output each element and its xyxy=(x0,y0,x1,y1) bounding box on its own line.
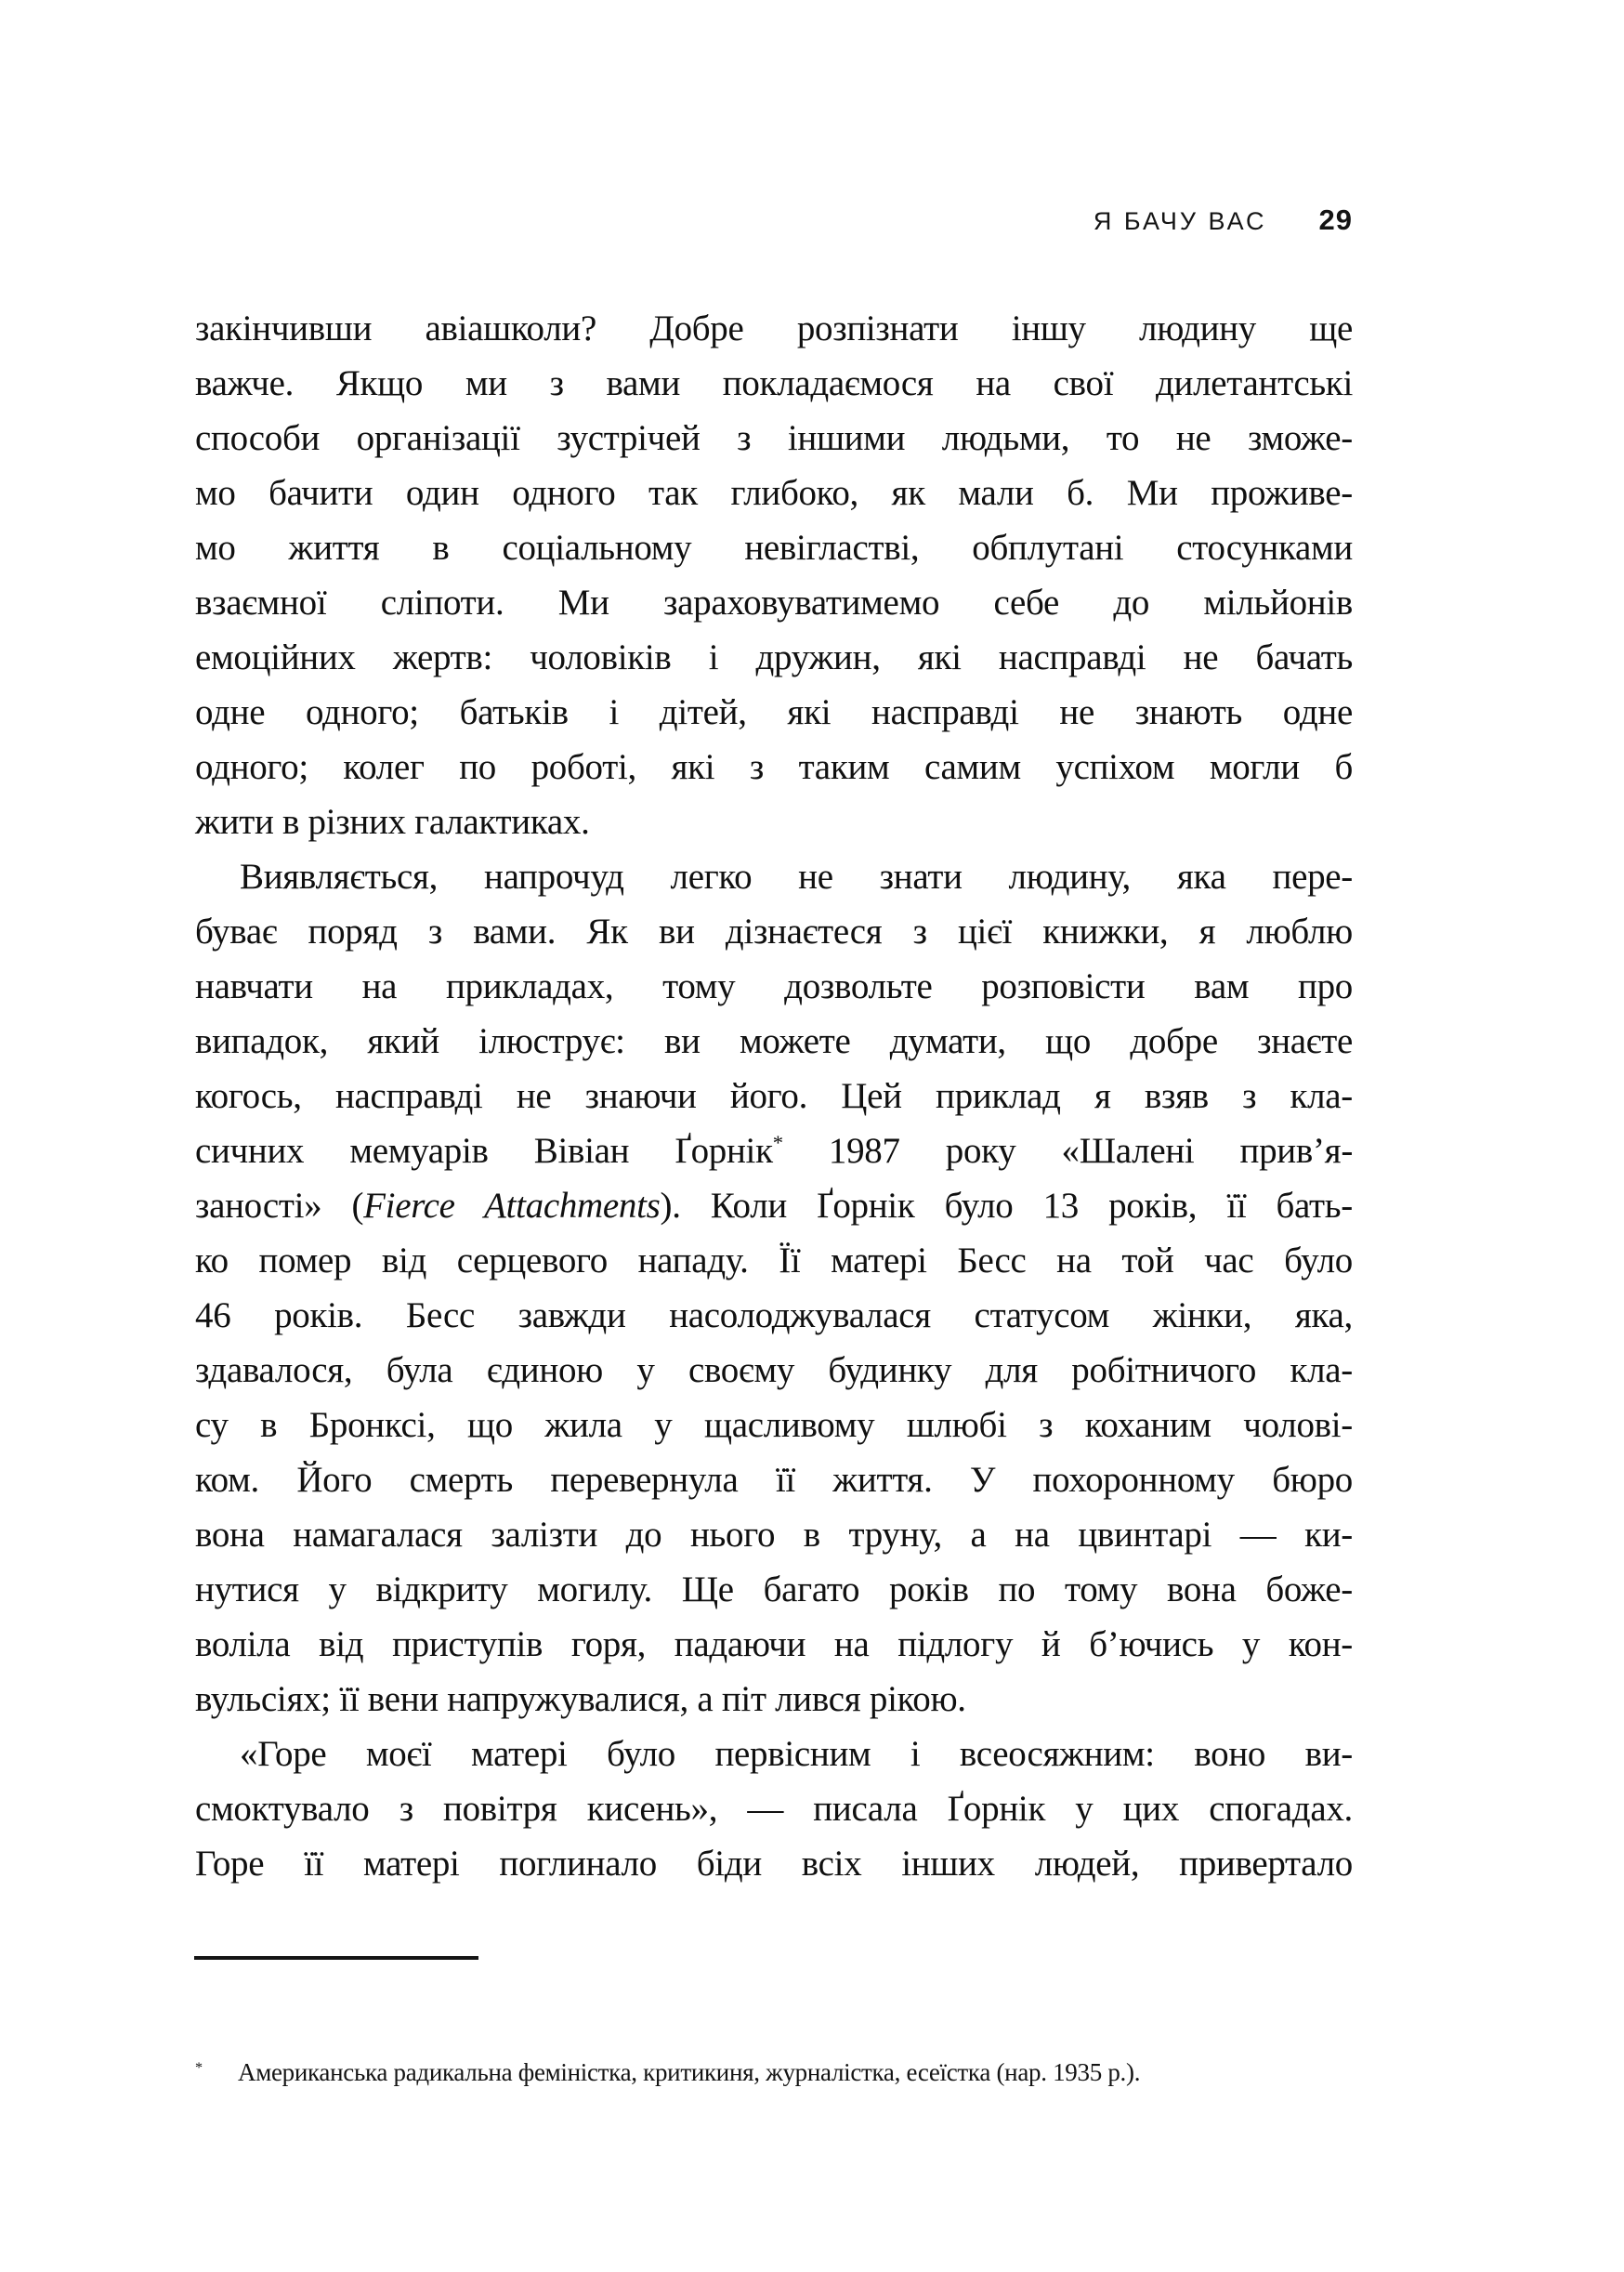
body-line xyxy=(195,849,1353,904)
footnote-text: Американська радикальна феміністка, критикиня, журналістка, есеїстка (нар. 1935 р.). xyxy=(238,2058,1141,2086)
text-segment: 1987 року «Шалені прив’я- xyxy=(782,1131,1354,1171)
text-segment: жити в різних галактиках. xyxy=(195,802,590,842)
text-segment: емоційних жертв: чоловіків і дружин, які насправді не бачать xyxy=(195,637,1353,677)
text-segment: когось, насправді не знаючи його. Цей приклад я взяв з кла- xyxy=(195,1076,1353,1116)
italic-book-title: Fierce Attachments xyxy=(363,1186,661,1226)
body-line xyxy=(195,1014,1353,1069)
text-segment: смоктувало з повітря кисень», — писала Ґорнік у цих спогадах. xyxy=(195,1789,1353,1829)
page-header xyxy=(195,204,1353,237)
text-segment: мо життя в соціальному невігластві, обплутані стосунками xyxy=(195,528,1353,568)
body-line xyxy=(195,740,1353,795)
text-segment: заності» ( xyxy=(195,1186,364,1226)
page-number: 29 xyxy=(1318,204,1353,236)
text-segment: взаємної сліпоти. Ми зараховуватимемо себе до мільйонів xyxy=(195,583,1353,623)
body-line xyxy=(195,301,1353,356)
body-line xyxy=(195,411,1353,466)
text-segment: ком. Його смерть перевернула її життя. У похоронному бюро xyxy=(195,1460,1353,1500)
body-line xyxy=(195,1178,1353,1233)
text-segment: нутися у відкриту могилу. Ще багато років по тому вона боже- xyxy=(195,1569,1353,1609)
text-segment: Горе її матері поглинало біди всіх інших людей, привертало xyxy=(195,1844,1353,1884)
body-line xyxy=(195,466,1353,520)
text-segment: су в Бронксі, що жила у щасливому шлюбі з коханим чолові- xyxy=(195,1405,1353,1445)
body-line xyxy=(195,959,1353,1014)
body-line xyxy=(195,795,1353,849)
text-segment: вона намагалася залізти до нього в труну, а на цвинтарі — ки- xyxy=(195,1515,1353,1555)
body-line xyxy=(195,1343,1353,1398)
body-line xyxy=(195,1123,1353,1178)
body-line xyxy=(195,1288,1353,1343)
body-line xyxy=(195,1233,1353,1288)
text-segment: навчати на прикладах, тому дозвольте розповісти вам про xyxy=(195,966,1353,1006)
body-line xyxy=(195,1617,1353,1672)
footnote-reference-asterisk: * xyxy=(772,1131,783,1154)
body-line xyxy=(195,1781,1353,1836)
text-segment: 46 років. Бесс завжди насолоджувалася статусом жінки, яка, xyxy=(195,1295,1353,1335)
text-segment: сичних мемуарів Вівіан Ґорнік xyxy=(195,1131,773,1171)
body-line xyxy=(195,575,1353,630)
text-segment: воліла від приступів горя, падаючи на підлогу й б’ючись у кон- xyxy=(195,1624,1353,1664)
body-line xyxy=(195,1507,1353,1562)
text-segment: одне одного; батьків і дітей, які насправді не знають одне xyxy=(195,692,1353,732)
text-segment: способи організації зустрічей з іншими людьми, то не зможе- xyxy=(195,418,1353,458)
body-line xyxy=(195,1452,1353,1507)
text-segment: Виявляється, напрочуд легко не знати людину, яка пере- xyxy=(240,857,1353,897)
text-segment: закінчивши авіашколи? Добре розпізнати іншу людину ще xyxy=(195,309,1353,348)
text-segment: мо бачити один одного так глибоко, як мали б. Ми проживе- xyxy=(195,473,1353,513)
body-line xyxy=(195,1069,1353,1123)
text-segment: здавалося, була єдиною у своєму будинку для робітничого кла- xyxy=(195,1350,1353,1390)
body-line xyxy=(195,520,1353,575)
body-line xyxy=(195,1836,1353,1891)
text-segment: буває поряд з вами. Як ви дізнаєтеся з цієї книжки, я люблю xyxy=(195,912,1353,952)
body-line xyxy=(195,685,1353,740)
footnote xyxy=(195,2050,1496,2090)
body-line xyxy=(195,630,1353,685)
body-line xyxy=(195,1672,1353,1727)
footnote-separator-rule xyxy=(194,1956,478,1960)
text-segment: випадок, який ілюструє: ви можете думати, що добре знаєте xyxy=(195,1021,1353,1061)
text-segment: ). Коли Ґорнік було 13 років, її бать- xyxy=(660,1186,1353,1226)
body-line xyxy=(195,1398,1353,1452)
text-segment: «Горе моєї матері було первісним і всеосяжним: воно ви- xyxy=(240,1734,1353,1774)
body-line xyxy=(195,1562,1353,1617)
body-line xyxy=(195,904,1353,959)
body-line xyxy=(195,356,1353,411)
text-segment: важче. Якщо ми з вами покладаємося на свої дилетантські xyxy=(195,363,1353,403)
footnote-marker: * xyxy=(195,2059,203,2076)
text-segment: ко помер від серцевого нападу. Її матері Бесс на той час було xyxy=(195,1241,1353,1280)
text-segment: вульсіях; її вени напружувалися, а піт лився рікою. xyxy=(195,1679,966,1719)
body-text xyxy=(195,301,1353,1891)
running-head: Я БАЧУ ВАС xyxy=(1093,207,1267,235)
text-segment: одного; колег по роботі, які з таким самим успіхом могли б xyxy=(195,747,1353,787)
body-line xyxy=(195,1727,1353,1781)
